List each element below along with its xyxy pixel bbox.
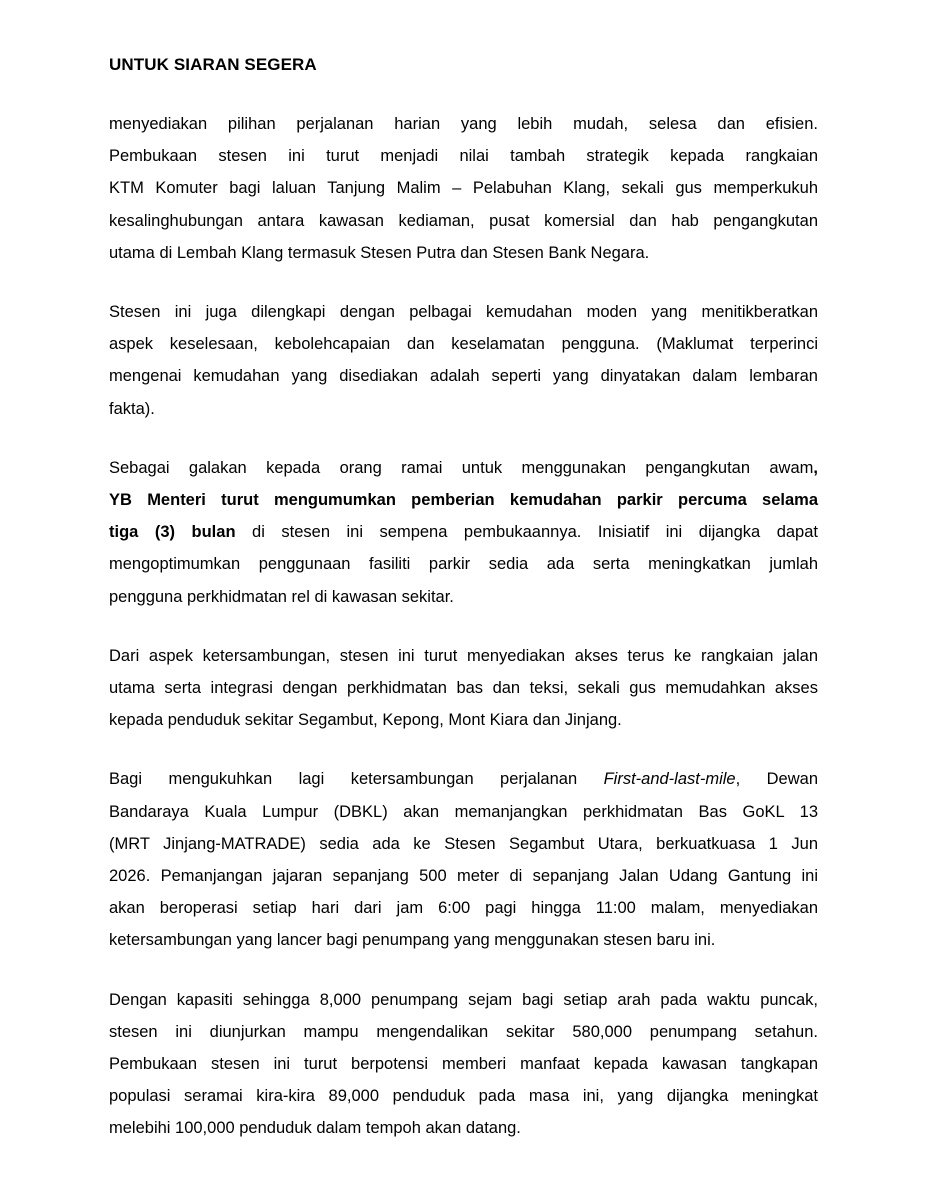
text-line: melebihi 100,000 penduduk dalam tempoh akan datang. <box>109 1119 521 1138</box>
text-line <box>109 452 818 484</box>
text-line: kepada penduduk sekitar Segambut, Kepong, Mont Kiara dan Jinjang. <box>109 711 622 730</box>
text-segment: , Dewan <box>735 770 819 789</box>
text-line <box>109 484 818 516</box>
text-line: KTM Komuter bagi laluan Tanjung Malim – Pelabuhan Klang, sekali gus memperkukuh <box>109 179 818 198</box>
text-line: pengguna perkhidmatan rel di kawasan sekitar. <box>109 587 454 606</box>
text-line: populasi seramai kira-kira 89,000 penduduk pada masa ini, yang dijangka meningkat <box>109 1087 818 1106</box>
text-line: aspek keselesaan, kebolehcapaian dan keselamatan pengguna. (Maklumat terperinci <box>109 335 818 354</box>
text-line: akan beroperasi setiap hari dari jam 6:00 pagi hingga 11:00 malam, menyediakan <box>109 899 818 918</box>
text-line: utama di Lembah Klang termasuk Stesen Putra dan Stesen Bank Negara. <box>109 243 650 262</box>
bold-text: YB Menteri turut mengumumkan pemberian kemudahan parkir percuma selama <box>109 491 818 510</box>
text-line: Bandaraya Kuala Lumpur (DBKL) akan memanjangkan perkhidmatan Bas GoKL 13 <box>109 802 818 821</box>
document-heading: UNTUK SIARAN SEGERA <box>109 55 317 74</box>
text-line: 2026. Pemanjangan jajaran sepanjang 500 meter di sepanjang Jalan Udang Gantung ini <box>109 867 818 886</box>
italic-text: First-and-last-mile <box>603 770 736 789</box>
text-line: mengenai kemudahan yang disediakan adalah seperti yang dinyatakan dalam lembaran <box>109 367 818 386</box>
text-line: ketersambungan yang lancer bagi penumpang yang menggunakan stesen baru ini. <box>109 931 716 950</box>
text-line: utama serta integrasi dengan perkhidmatan bas dan teksi, sekali gus memudahkan akses <box>109 679 818 698</box>
text-line: fakta). <box>109 399 155 418</box>
text-line: Dengan kapasiti sehingga 8,000 penumpang sejam bagi setiap arah pada waktu puncak, <box>109 990 818 1009</box>
text-line: Dari aspek ketersambungan, stesen ini turut menyediakan akses terus ke rangkaian jalan <box>109 646 818 665</box>
text-line <box>109 516 818 548</box>
text-line: Pembukaan stesen ini turut berpotensi memberi manfaat kepada kawasan tangkapan <box>109 1055 818 1074</box>
paragraph-2 <box>109 296 818 425</box>
text-line: (MRT Jinjang-MATRADE) sedia ada ke Stesen Segambut Utara, berkuatkuasa 1 Jun <box>109 834 818 853</box>
text-line: mengoptimumkan penggunaan fasiliti parkir sedia ada serta meningkatkan jumlah <box>109 555 818 574</box>
paragraph-6 <box>109 984 818 1145</box>
paragraph-4 <box>109 640 818 737</box>
bold-text: , <box>813 458 818 477</box>
text-line: kesalinghubungan antara kawasan kediaman, pusat komersial dan hab pengangkutan <box>109 211 818 230</box>
paragraph-1 <box>109 108 818 269</box>
text-line <box>109 763 818 795</box>
document-body <box>109 108 818 1172</box>
text-line: Stesen ini juga dilengkapi dengan pelbagai kemudahan moden yang menitikberatkan <box>109 303 818 322</box>
paragraph-5 <box>109 763 818 956</box>
text-segment: Bagi mengukuhkan lagi ketersambungan perjalanan <box>109 770 604 789</box>
text-line: menyediakan pilihan perjalanan harian yang lebih mudah, selesa dan efisien. <box>109 115 818 133</box>
text-segment: Sebagai galakan kepada orang ramai untuk menggunakan pengangkutan awam <box>109 458 814 477</box>
text-line: stesen ini diunjurkan mampu mengendalikan sekitar 580,000 penumpang setahun. <box>109 1022 818 1041</box>
paragraph-3 <box>109 452 818 613</box>
text-segment: di stesen ini sempena pembukaannya. Inisiatif ini dijangka dapat <box>235 523 818 542</box>
bold-text: tiga (3) bulan <box>109 523 236 542</box>
text-line: Pembukaan stesen ini turut menjadi nilai tambah strategik kepada rangkaian <box>109 147 818 166</box>
